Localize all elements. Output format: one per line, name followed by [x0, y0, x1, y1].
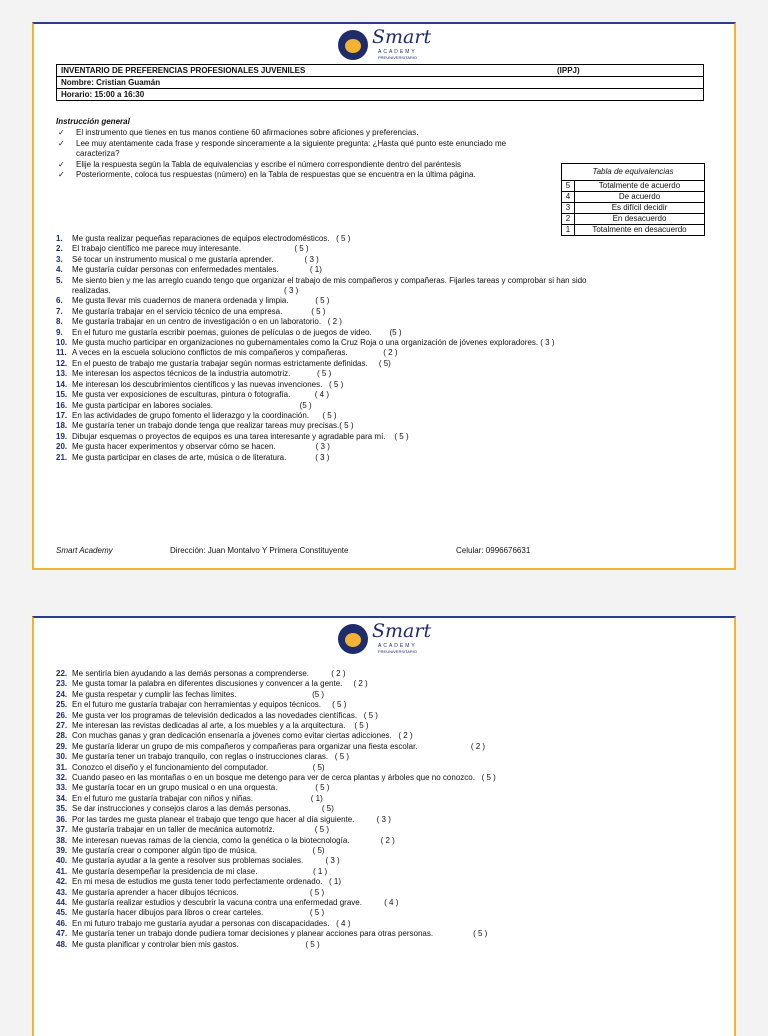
question-item [56, 700, 716, 710]
question-item [56, 432, 716, 442]
instructions-list [58, 128, 548, 181]
question-text: Sé tocar un instrumento musical o me gustaría aprender. ( 3 ) [72, 254, 319, 264]
question-item [56, 307, 716, 317]
instruction-item: ✓ Elije la respuesta según la Tabla de equivalencias y escribe el número correspondiente dentro del paréntesis [58, 159, 461, 169]
question-text: Me interesan las revistas dedicadas al arte, a los muebles y a la arquitectura. ( 5 ) [72, 721, 369, 731]
question-item [56, 825, 716, 835]
question-text: Se dar instrucciones y consejos claros a las demás personas. ( 5) [72, 804, 334, 814]
question-item [56, 690, 716, 700]
question-number: 3. [56, 254, 63, 264]
header-title-row [57, 65, 703, 77]
owl-badge-icon [338, 624, 368, 654]
question-number: 29. [56, 741, 68, 751]
question-text: Me gusta tomar la palabra en diferentes discusiones y convencer a la gente. ( 2 ) [72, 679, 368, 689]
equivalence-row: 2 En desacuerdo [562, 214, 705, 225]
question-number: 20. [56, 442, 68, 452]
question-number: 15. [56, 390, 68, 400]
question-number: 6. [56, 296, 63, 306]
question-number: 19. [56, 431, 68, 441]
question-item [56, 794, 716, 804]
question-text: Me gusta llevar mis cuadernos de manera ordenada y limpia. ( 5 ) [72, 296, 330, 306]
question-text: En el futuro me gustaría trabajar con herramientas y equipos técnicos. ( 5 ) [72, 700, 347, 710]
checkmark-icon: ✓ [58, 138, 65, 148]
question-number: 7. [56, 306, 63, 316]
question-number: 24. [56, 689, 68, 699]
question-text: Me gustaría hacer dibujos para libros o crear carteles. ( 5 ) [72, 908, 325, 918]
question-text: Me gustaría cuidar personas con enfermedades mentales. ( 1) [72, 265, 322, 275]
question-item [56, 898, 716, 908]
question-number: 21. [56, 452, 68, 462]
inventory-title: INVENTARIO DE PREFERENCIAS PROFESIONALES JUVENILES [61, 66, 306, 75]
question-item [56, 669, 716, 679]
question-item [56, 411, 716, 421]
question-item [56, 338, 716, 348]
header-table [56, 64, 704, 101]
question-text: En mi mesa de estudios me gusta tener todo perfectamente ordenado. ( 1) [72, 877, 342, 887]
instructions-title: Instrucción general [56, 117, 130, 126]
question-item [56, 752, 716, 762]
question-text: Por las tardes me gusta planear el trabajo que tengo que hacer al día siguiente. ( 3 ) [72, 814, 391, 824]
question-number: 16. [56, 400, 68, 410]
question-item [56, 742, 716, 752]
question-number: 47. [56, 929, 68, 939]
question-text: Me gusta hacer experimentos y observar cómo se hacen. ( 3 ) [72, 442, 330, 452]
question-item [56, 348, 716, 358]
question-number: 34. [56, 793, 68, 803]
question-number: 13. [56, 369, 68, 379]
question-text: Me gustaría trabajar en un taller de mecánica automotriz. ( 5 ) [72, 825, 329, 835]
question-item [56, 265, 716, 275]
question-text: Me gusta participar en clases de arte, música o de literatura. ( 3 ) [72, 452, 330, 462]
question-item [56, 328, 716, 338]
equivalence-row: 3 Es difícil decidir [562, 203, 705, 214]
equivalence-caption: Tabla de equivalencias [562, 164, 705, 181]
logo-line1: ACADEMY [378, 643, 417, 649]
question-item [56, 846, 716, 856]
question-item [56, 711, 716, 721]
question-text: Me gustaría tener un trabajo donde tenga que realizar tareas muy precisas.( 5 ) [72, 421, 354, 431]
question-number: 36. [56, 814, 68, 824]
question-item [56, 919, 716, 929]
question-number: 17. [56, 410, 68, 420]
question-text: En el puesto de trabajo me gustaría trabajar según normas estrictamente definidas. ( 5) [72, 358, 391, 368]
question-number: 40. [56, 856, 68, 866]
logo-line1: ACADEMY [378, 49, 417, 55]
page-2 [32, 616, 736, 1036]
question-text: Me gustaría realizar estudios y descubrir la vacuna contra una enfermedad grave. ( 4 ) [72, 897, 399, 907]
question-text: Me siento bien y me las arreglo cuando tengo que organizar el trabajo de mis compañeros y compañeras. Fijarles tareas y comprobar si han sido [72, 275, 587, 285]
equivalence-row: 5 Totalmente de acuerdo [562, 181, 705, 192]
checkmark-icon: ✓ [58, 170, 65, 179]
question-number: 8. [56, 317, 63, 327]
question-number: 32. [56, 773, 68, 783]
question-item [56, 234, 716, 244]
question-item [56, 856, 716, 866]
question-item [56, 317, 716, 327]
question-item [56, 255, 716, 265]
question-number: 46. [56, 918, 68, 928]
question-number: 44. [56, 897, 68, 907]
question-text: Dibujar esquemas o proyectos de equipos es una tarea interesante y agradable para mí. ( 5 ) [72, 431, 409, 441]
inventory-code: (IPPJ) [557, 66, 580, 75]
question-text: Me interesan nuevas ramas de la ciencia, como la genética o la biotecnología. ( 2 ) [72, 835, 395, 845]
question-text: Me gustaría trabajar en el servicio técnico de una empresa. ( 5 ) [72, 306, 326, 316]
question-number: 4. [56, 265, 63, 275]
question-text: Me gustaría tocar en un grupo musical o en una orquesta. ( 5 ) [72, 783, 330, 793]
question-item [56, 888, 716, 898]
question-text: En el futuro me gustaría escribir poemas, guiones de películas o de juegos de video. (5 ) [72, 327, 402, 337]
question-text: Me gusta realizar pequeñas reparaciones de equipos electrodomésticos. ( 5 ) [72, 234, 351, 243]
question-item [56, 773, 716, 783]
question-item [56, 783, 716, 793]
question-number: 1. [56, 234, 63, 243]
instruction-item: ✓ Lee muy atentamente cada frase y responde sinceramente a la siguiente pregunta: ¿Hasta qué punto este enunciado me caracteriza? [58, 138, 507, 158]
question-number: 5. [56, 275, 63, 285]
question-number: 14. [56, 379, 68, 389]
question-text: Me gustaría tener un trabajo tranquilo, con reglas o instrucciones claras. ( 5 ) [72, 752, 350, 762]
question-text: Me gustaría liderar un grupo de mis compañeros y compañeras para organizar una fiesta escolar. ( 2 ) [72, 741, 486, 751]
student-name: Nombre: Cristian Guamán [57, 77, 703, 89]
question-item [56, 836, 716, 846]
question-number: 2. [56, 244, 63, 254]
question-item [56, 815, 716, 825]
question-number: 39. [56, 845, 68, 855]
question-text: Me gusta planificar y controlar bien mis gastos. ( 5 ) [72, 939, 320, 949]
question-number: 27. [56, 721, 68, 731]
instruction-item: ✓ El instrumento que tienes en tus manos contiene 60 afirmaciones sobre aficiones y preferencias. [58, 128, 419, 137]
question-item [56, 804, 716, 814]
question-number: 18. [56, 421, 68, 431]
questions-list-page2 [56, 669, 716, 950]
question-text: Me sentiría bien ayudando a las demás personas a comprenderse. ( 2 ) [72, 669, 346, 678]
question-text: Me gusta respetar y cumplir las fechas límites. (5 ) [72, 689, 325, 699]
logo-line2: PREUNIVERSITARIO [378, 55, 418, 60]
question-item [56, 679, 716, 689]
question-text: Me interesan los descubrimientos científicos y las nuevas invenciones. ( 5 ) [72, 379, 344, 389]
question-text: En el futuro me gustaría trabajar con niños y niñas. ( 1) [72, 793, 323, 803]
question-item [56, 442, 716, 452]
question-text: Me interesan los aspectos técnicos de la industria automotriz. ( 5 ) [72, 369, 332, 379]
question-item [56, 359, 716, 369]
question-item [56, 244, 716, 254]
question-item [56, 929, 716, 939]
logo-word: Smart [372, 26, 432, 48]
question-text: Me gustaría tener un trabajo donde pudiera tomar decisiones y planear acciones para otras personas. ( 5 ) [72, 929, 488, 939]
question-item [56, 763, 716, 773]
question-text: Me gusta ver los programas de televisión dedicados a las novedades científicas. ( 5 ) [72, 710, 378, 720]
question-text: Me gustaría crear o componer algún tipo de música. ( 5) [72, 845, 325, 855]
question-text: Me gustaría trabajar en un centro de investigación o en un laboratorio. ( 2 ) [72, 317, 342, 327]
question-number: 10. [56, 338, 68, 348]
question-text: En las actividades de grupo fomento el liderazgo y la coordinación. ( 5 ) [72, 410, 337, 420]
page-1 [32, 22, 736, 570]
smart-academy-logo [338, 620, 434, 664]
owl-badge-icon [338, 30, 368, 60]
question-number: 22. [56, 669, 68, 678]
question-item [56, 296, 716, 306]
checkmark-icon: ✓ [58, 159, 65, 169]
question-number: 26. [56, 710, 68, 720]
question-item [56, 276, 716, 286]
question-text: Con muchas ganas y gran dedicación ensenaría a jóvenes como evitar ciertas adicciones. ( 2 ) [72, 731, 413, 741]
question-number: 37. [56, 825, 68, 835]
question-number: 9. [56, 327, 63, 337]
question-text: En mi futuro trabajo me gustaría ayudar a personas con discapacidades. ( 4 ) [72, 918, 351, 928]
question-item [56, 940, 716, 950]
question-text: realizadas. ( 3 ) [72, 286, 299, 296]
logo-word: Smart [372, 620, 432, 642]
question-item [56, 731, 716, 741]
questions-list-page1 [56, 234, 716, 463]
footer-address: Dirección: Juan Montalvo Y Primera Constituyente [170, 546, 349, 555]
question-number: 33. [56, 783, 68, 793]
question-number: 35. [56, 804, 68, 814]
question-number: 41. [56, 866, 68, 876]
question-item [56, 369, 716, 379]
question-text: El trabajo científico me parece muy interesante. ( 5 ) [72, 244, 309, 254]
equivalence-row: 4 De acuerdo [562, 192, 705, 203]
question-number: 30. [56, 752, 68, 762]
schedule: Horario: 15:00 a 16:30 [61, 90, 145, 99]
question-item [56, 453, 716, 463]
question-number: 25. [56, 700, 68, 710]
footer-phone: Celular: 0996676631 [456, 546, 531, 555]
question-text: Cuando paseo en las montañas o en un bosque me detengo para ver de cerca plantas y árboles que no conozco. ( 5 ) [72, 773, 496, 783]
question-number: 23. [56, 679, 68, 689]
question-text: Conozco el diseño y el funcionamiento del computador. ( 5) [72, 762, 325, 772]
question-number: 45. [56, 908, 68, 918]
question-item [56, 908, 716, 918]
question-text: Me gustaría aprender a hacer dibujos técnicos. ( 5 ) [72, 887, 325, 897]
question-item [56, 380, 716, 390]
question-number: 48. [56, 939, 68, 949]
question-item [56, 421, 716, 431]
question-text: Me gusta ver exposiciones de esculturas, pintura o fotografía. ( 4 ) [72, 390, 330, 400]
question-number: 43. [56, 887, 68, 897]
question-number: 38. [56, 835, 68, 845]
question-item [56, 867, 716, 877]
checkmark-icon: ✓ [58, 128, 65, 137]
question-item [56, 721, 716, 731]
question-item [56, 877, 716, 887]
logo-line2: PREUNIVERSITARIO [378, 649, 418, 654]
question-text: A veces en la escuela soluciono conflictos de mis compañeros y compañeras. ( 2 ) [72, 348, 398, 358]
question-item [56, 390, 716, 400]
equivalence-row: 1 Totalmente en desacuerdo [562, 225, 705, 236]
equivalence-table [561, 163, 705, 236]
question-number: 12. [56, 358, 68, 368]
question-text: Me gusta mucho participar en organizaciones no gubernamentales como la Cruz Roja o una organización de jóvenes exploradores. ( 3 ) [72, 338, 555, 348]
question-number: 28. [56, 731, 68, 741]
question-item [56, 286, 716, 296]
question-item [56, 401, 716, 411]
instruction-item: ✓ Posteriormente, coloca tus respuestas (número) en la Tabla de respuestas que se encuentra en la última página. [58, 170, 476, 179]
question-number: 42. [56, 877, 68, 887]
question-text: Me gustaría desempeñar la presidencia de mi clase. ( 1 ) [72, 866, 328, 876]
question-text: Me gustaría ayudar a la gente a resolver sus problemas sociales. ( 3 ) [72, 856, 340, 866]
question-text: Me gusta participar en labores sociales. (5 ) [72, 400, 312, 410]
question-number: 31. [56, 762, 68, 772]
footer-brand: Smart Academy [56, 546, 113, 555]
question-number: 11. [56, 348, 67, 358]
